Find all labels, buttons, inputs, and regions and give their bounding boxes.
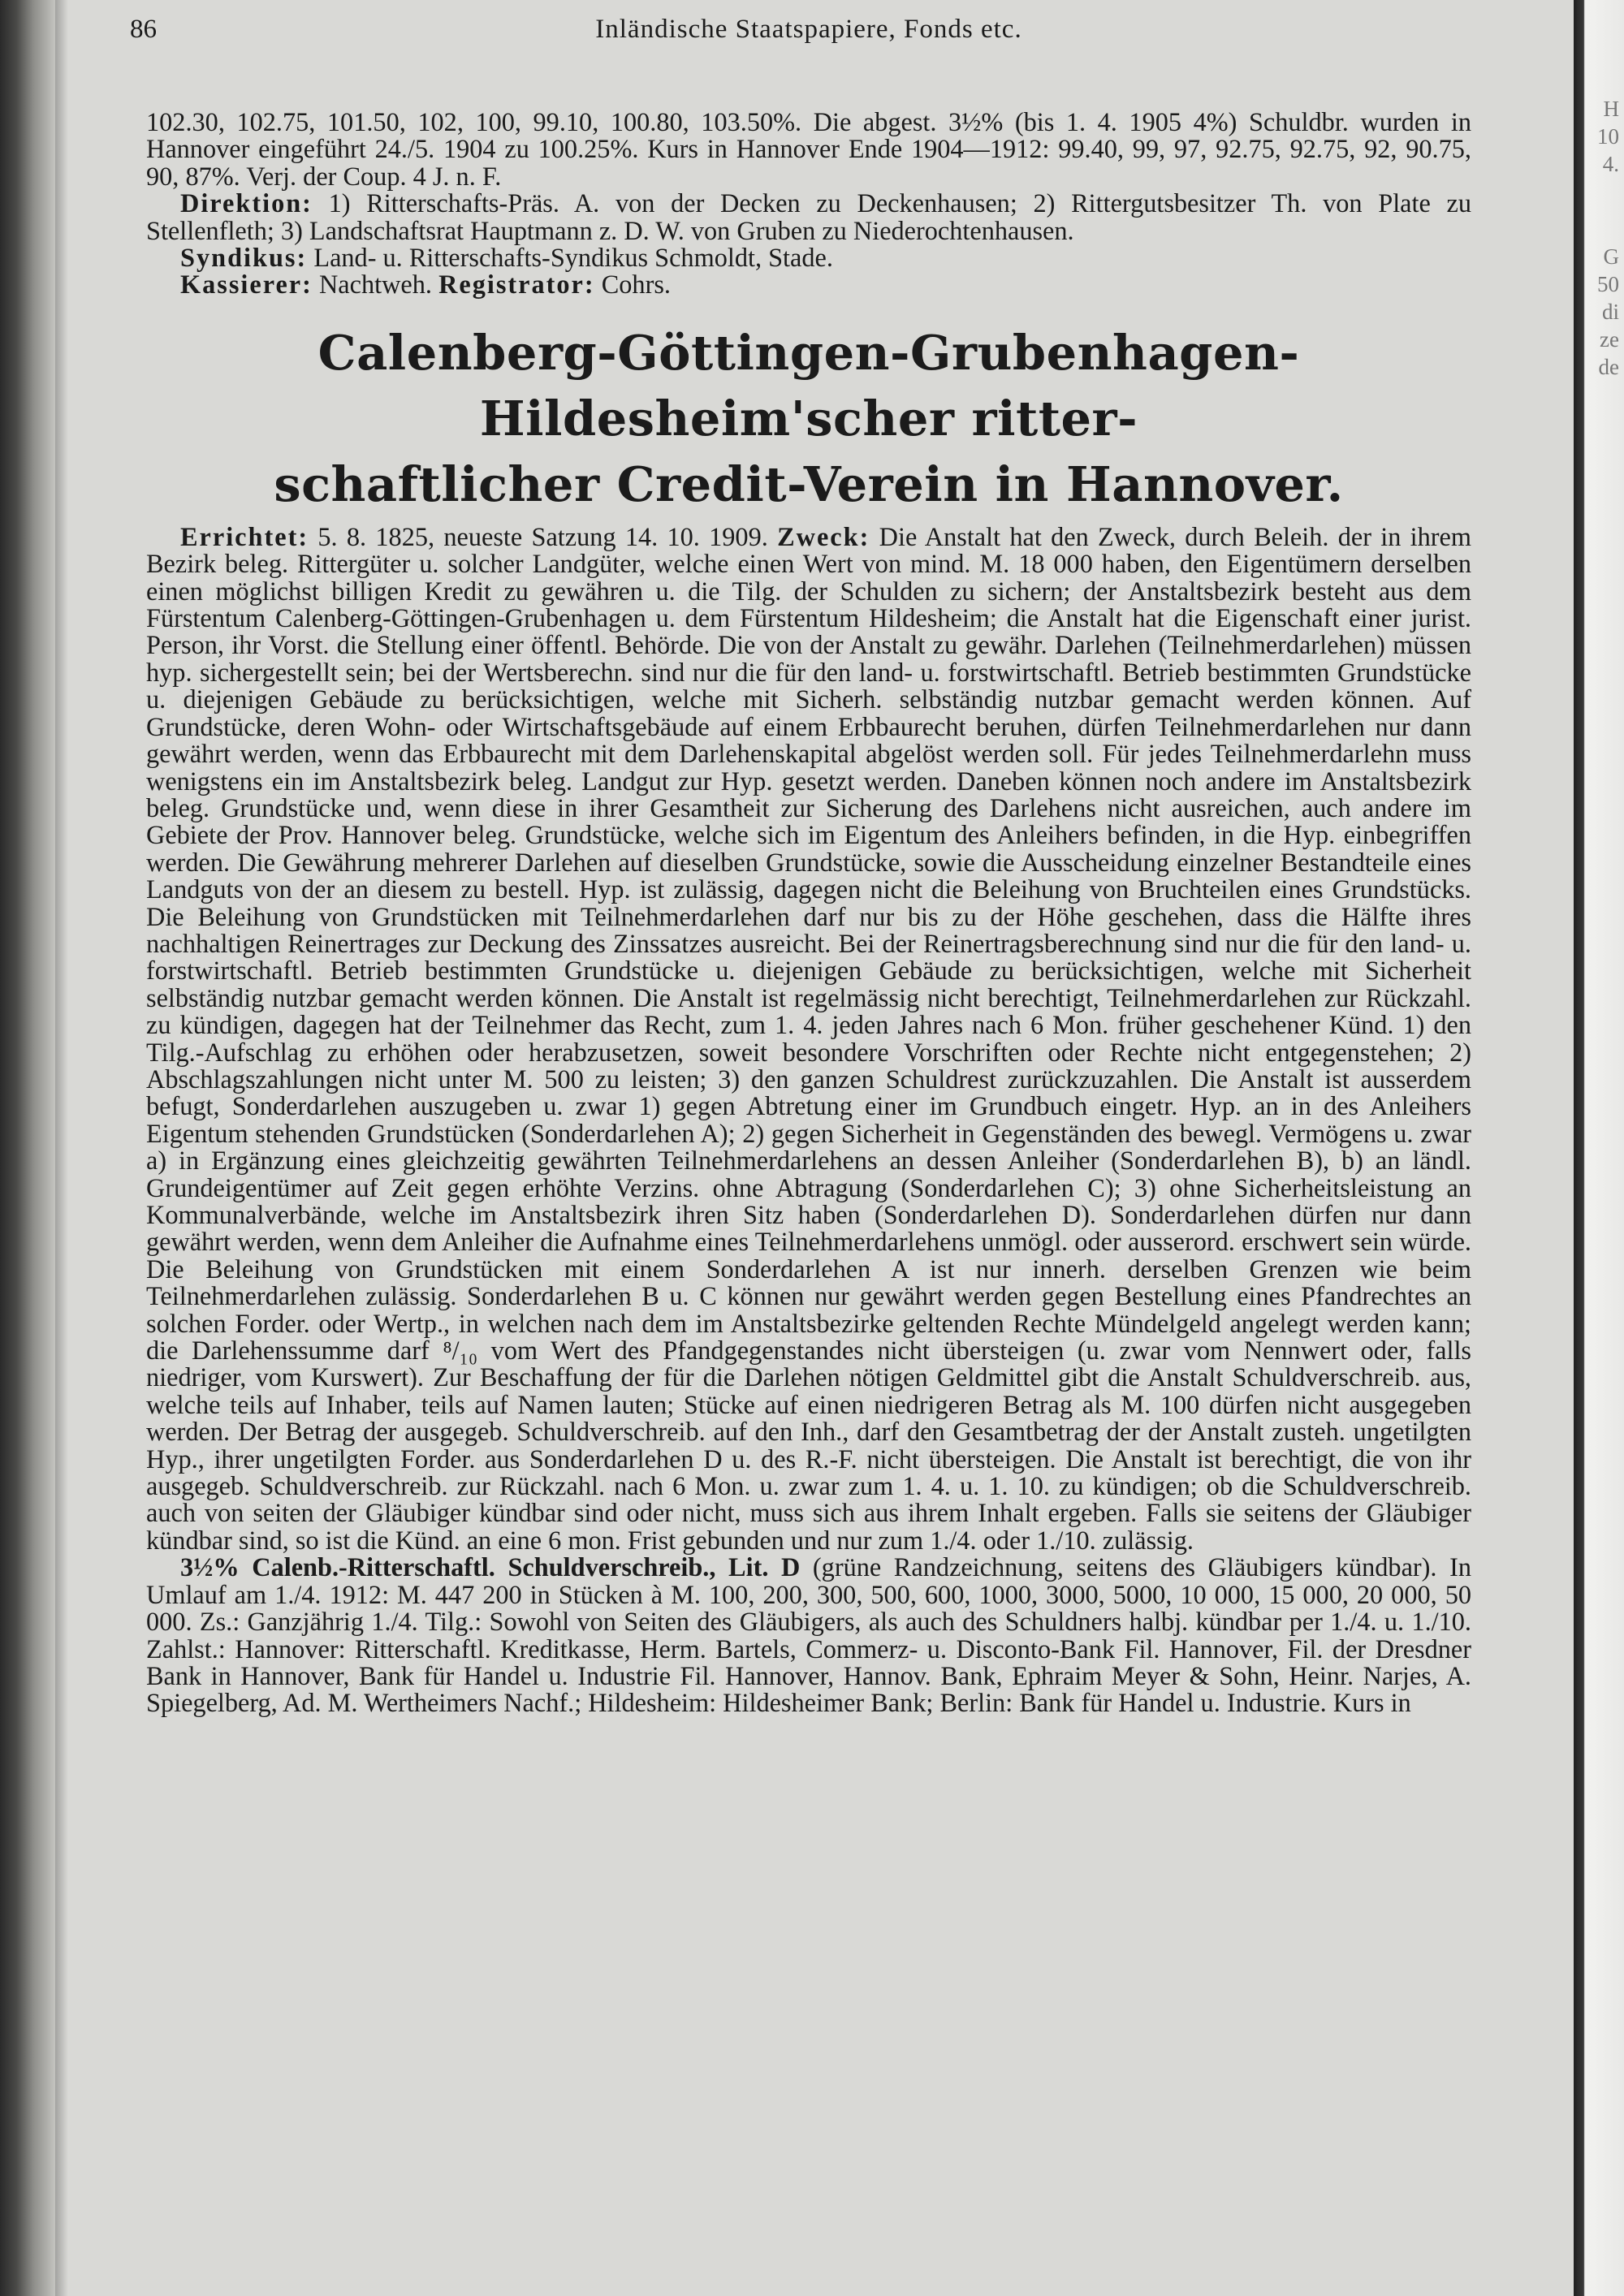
direktion-label: Direktion:: [180, 188, 313, 218]
direktion-paragraph: [146, 190, 1471, 244]
bleed-text: ze: [1600, 327, 1619, 352]
scan-shadow-left: [0, 0, 55, 2296]
bleed-text: 4.: [1602, 152, 1619, 176]
document-page: [130, 15, 1472, 1718]
heading-line-2: schaftlicher Credit-Verein in Hannover.: [274, 455, 1344, 512]
direktion-text: 1) Ritterschafts-Präs. A. von der Decken zu Deckenhausen; 2) Rittergutsbesitzer Th. von Plate zu Stellenfleth; 3) Landschaftsrat Hauptmann z. D. W. von Gruben zu Niederochtenhausen.: [146, 188, 1471, 245]
registrator-text: Cohrs.: [594, 270, 671, 300]
zweck-text: Die Anstalt hat den Zweck, durch Beleih. der in ihrem Bezirk beleg. Rittergüter u. solcher Landgüter, welche einen Wert von mind. M. 18 000 haben, den Eigentümern derselben einen möglichst billigen Kredit zu gewähren u. die Tilg. der Schulden zu sichern; der Anstaltsbezirk besteht aus dem Fürstentum Calenberg-Göttingen-Grubenhagen u. dem Fürstentum Hildesheim; die Anstalt hat die Eigenschaft einer jurist. Person, ihr Vorst. die Stellung einer öffentl. Behörde. Die von der Anstalt zu gewähr. Darlehen (Teilnehmerdarlehen) müssen hyp. sichergestellt sein; bei der Wertsberechn. sind nur die für den land- u. forstwirtschaftl. Betrieb bestimmten Grundstücke u. diejenigen Gebäude zu berücksichtigen, welche mit Sicherh. selbständig nutzbar gemacht werden können. Auf Grundstücke, deren Wohn- oder Wirtschaftsgebäude auf einem Erbbaurecht beruhen, dürfen Teilnehmerdarlehen nur dann gewährt werden, wenn das Erbbaurecht mit dem Darlehenskapital abgelöst werden soll. Für jedes Teilnehmerdarlehn muss wenigstens ein im Anstaltsbezirk beleg. Landgut zur Hyp. gesetzt werden. Daneben können noch andere im Anstaltsbezirk beleg. Grundstücke und, wenn diese in ihrer Gesamtheit zur Sicherung des Darlehens nicht ausreichen, auch andere im Gebiete der Prov. Hannover beleg. Grundstücke, welche sich im Eigentum des Anleihers befinden, in die Hyp. einbegriffen werden. Die Gewährung mehrerer Darlehen auf dieselben Grundstücke, sowie die Ausscheidung einzelner Bestandteile eines Landguts von der an diesem zu bestell. Hyp. ist zulässig, dagegen nicht die Beleihung von Bruchteilen eines Grundstücks. Die Beleihung von Grundstücken mit Teilnehmerdarlehen darf nur bis zu der Höhe geschehen, dass die Hälfte ihres nachhaltigen Reinertrages zur Deckung des Zinssatzes ausreicht. Bei der Reinertragsberechnung sind nur die für den land- u. forstwirtschaftl. Betrieb bestimmten Grundstücke u. diejenigen Gebäude zu berücksichtigen, welche mit Sicherheit selbständig nutzbar gemacht werden können. Die Anstalt ist regelmässig nicht berechtigt, Teilnehmerdarlehen zur Rückzahl. zu kündigen, dagegen hat der Teilnehmer das Recht, zum 1. 4. jeden Jahres nach 6 Mon. früher geschehener Künd. 1) den Tilg.-Aufschlag zu erhöhen oder herabzusetzen, soweit besondere Vorschriften oder Rechte nicht entgegenstehen; 2) Abschlagszahlungen nicht unter M. 500 zu leisten; 3) den ganzen Schuldrest zurückzuzahlen. Die Anstalt ist ausserdem befugt, Sonderdarlehen auszugeben u. zwar 1) gegen Abtretung einer im Grundbuch eingetr. Hyp. an in des Anleihers Eigentum stehenden Grundstücken (Sonderdarlehen A); 2) gegen Sicherheit in Gegenständen des bewegl. Vermögens u. zwar a) in Ergänzung eines gleichzeitig gewährten Teilnehmerdarlehens an dessen Anleiher (Sonderdarlehen B), b) an ländl. Grundeigentümer auf Zeit gegen erhöhte Verzins. ohne Abtragung (Sonderdarlehen C); 3) ohne Sicherheitsleistung an Kommunalverbände, welche im Anstaltsbezirk ihren Sitz haben (Sonderdarlehen D). Sonderdarlehen dürfen nur dann gewährt werden, wenn dem Anleiher die Aufnahme eines Teilnehmerdarlehens unmögl. oder ausserord. erschwert sein würde. Die Beleihung von Grundstücken mit einem Sonderdarlehen A ist nur innerh. derselben Grenzen wie beim Teilnehmerdarlehen zulässig. Sonderdarlehen B u. C können nur gewährt werden gegen Bestellung eines Pfandrechtes an solchen Forder. oder Wertp., in welchen nach dem im Anstaltsbezirke geltenden Rechte Mündelgeld angelegt werden kann; die Darlehenssumme darf ⁸/₁₀ vom Wert des Pfandgegenstandes nicht übersteigen (u. zwar vom Nennwert oder, falls niedriger, vom Kurswert). Zur Beschaffung der für die Darlehen nötigen Geldmittel gibt die Anstalt Schuldverschreib. aus, welche teils auf Inhaber, teils auf Namen lauten; Stücke auf einen niedrigeren Betrag als M. 100 dürfen nicht ausgegeben werden. Der Betrag der ausgegeb. Schuldverschreib. auf den Inh., darf den Gesamtbetrag der der Anstalt zusteh. ungetilgten Hyp., ihrer ungetilgten Forder. aus Sonderdarlehen D u. des R.-F. nicht übersteigen. Die Anstalt ist berechtigt, die von ihr ausgegeb. Schuldverschreib. zur Rückzahl. nach 6 Mon. u. zwar zum 1. 4. u. 1. 10. zu kündigen; ob die Schuldverschreib. auch von seiten der Gläubiger kündbar sind oder nicht, muss sich aus ihrem Inhalt ergeben. Falls sie seitens der Gläubiger kündbar sind, so ist die Künd. an eine 6 mon. Frist gebunden und nur zum 1./4. oder 1./10. zulässig.: [146, 521, 1472, 1555]
bleed-text: 50: [1597, 272, 1619, 296]
kassierer-paragraph: [146, 271, 1471, 298]
scan-edge-shadow: [55, 0, 68, 2296]
kassierer-label: Kassierer:: [180, 270, 313, 300]
syndikus-label: Syndikus:: [180, 243, 308, 273]
bleed-text: de: [1598, 355, 1619, 379]
body-paragraph: [146, 521, 1472, 1555]
bleed-text: H: [1603, 97, 1619, 121]
rates-text: 102.30, 102.75, 101.50, 102, 100, 99.10, 100.80, 103.50%. Die abgest. 3½% (bis 1. 4. 1905 4%) Schuldbr. wurden in Hannover eingeführt 24./5. 1904 zu 100.25%. Kurs in Hannover Ende 1904—1912: 99.40, 99, 97, 92.75, 92.75, 92, 90.75, 90, 87%. Verj. der Coup. 4 J. n. F.: [146, 107, 1471, 191]
syndikus-text: Land- u. Ritterschafts-Syndikus Schmoldt, Stade.: [307, 243, 833, 273]
running-head: Inländische Staatspapiere, Fonds etc.: [595, 15, 1022, 44]
syndikus-paragraph: [146, 244, 1471, 271]
kassierer-text: Nachtweh.: [312, 270, 439, 300]
zweck-label: Zweck:: [777, 521, 870, 551]
bleed-text: di: [1601, 300, 1619, 324]
bond-paragraph: [146, 1554, 1471, 1716]
section-heading: [146, 320, 1471, 517]
rates-paragraph: [146, 109, 1471, 190]
page-number: 86: [130, 15, 157, 44]
bond-title: 3½% Calenb.-Ritterschaftl. Schuldverschreib., Lit. D: [180, 1552, 801, 1582]
heading-line-1: Calenberg-Göttingen-Grubenhagen-Hildesheim'scher ritter-: [317, 324, 1300, 447]
errichtet-text: 5. 8. 1825, neueste Satzung 14. 10. 1909.: [309, 521, 778, 551]
registrator-label: Registrator:: [438, 270, 595, 300]
errichtet-label: Errichtet:: [180, 521, 309, 551]
bond-text: (grüne Randzeichnung, seitens des Gläubigers kündbar). In Umlauf am 1./4. 1912: M. 447 200 in Stücken à M. 100, 200, 300, 500, 600, 1000, 3000, 5000, 10 000, 15 000, 20 000, 50 000. Zs.: Ganzjährig 1./4. Tilg.: Sowohl von Seiten des Gläubigers, als auch des Schuldners halbj. kündbar per 1./4. u. 1./10. Zahlst.: Hannover: Ritterschaftl. Kreditkasse, Herm. Bartels, Commerz- u. Disconto-Bank Fil. Hannover, Fil. der Dresdner Bank in Hannover, Bank für Handel u. Industrie Fil. Hannover, Hannov. Bank, Ephraim Meyer & Sohn, Heinr. Narjes, A. Spiegelberg, Ad. M. Wertheimers Nachf.; Hildesheim: Hildesheimer Bank; Berlin: Bank für Handel u. Industrie. Kurs in: [146, 1552, 1471, 1718]
page-header: [130, 15, 1471, 54]
bleed-text: 10: [1597, 124, 1619, 149]
bleed-text: G: [1603, 244, 1619, 269]
